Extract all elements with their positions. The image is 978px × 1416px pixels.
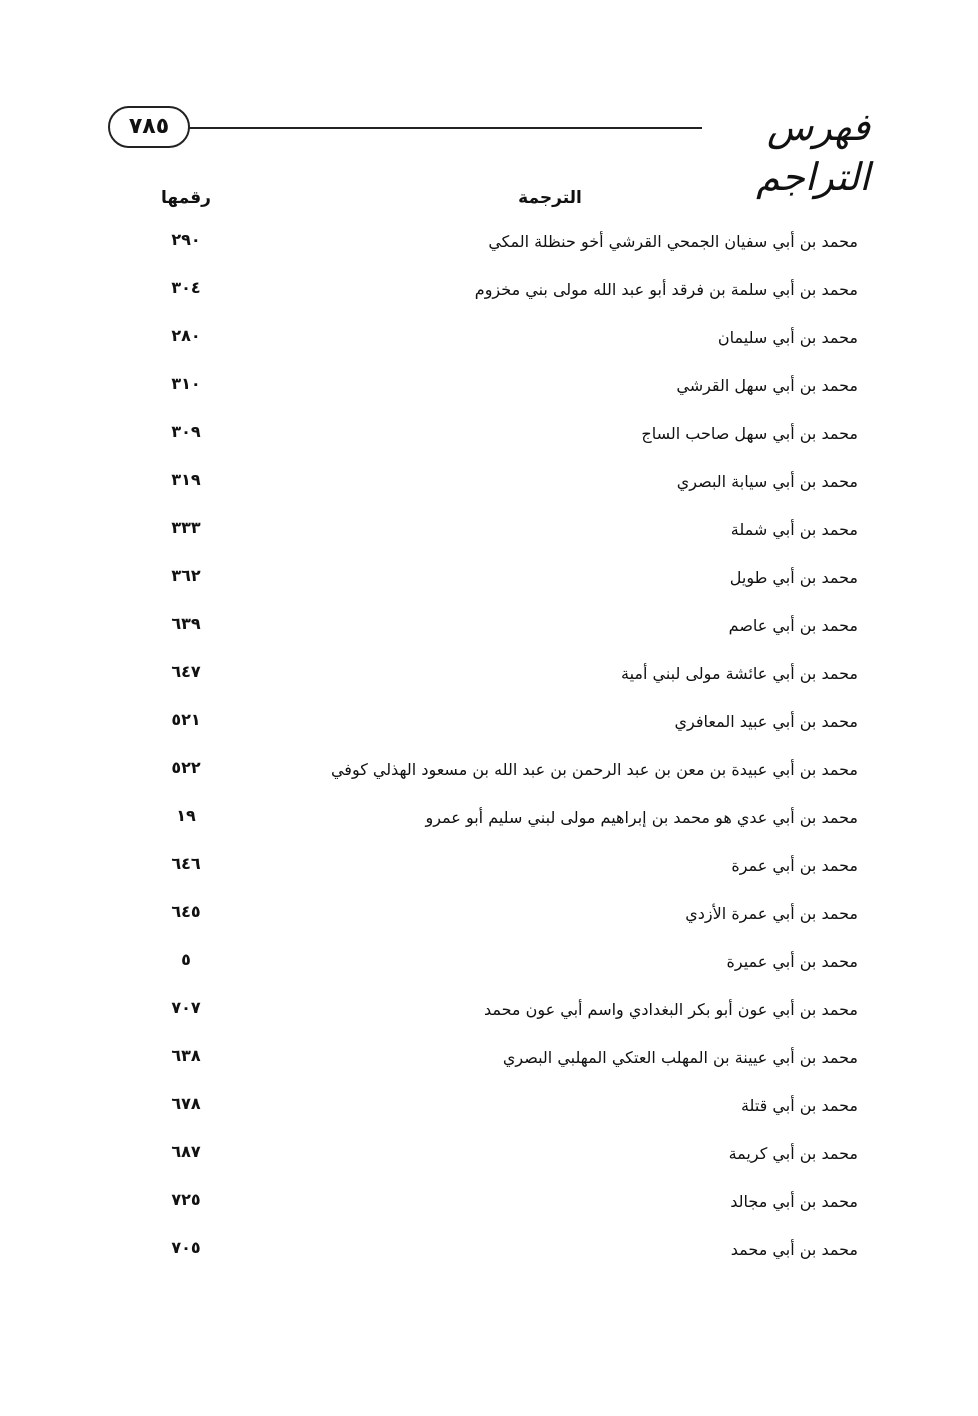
index-row [0,946,978,994]
entry-name: محمد بن أبي عميرة [726,952,858,971]
index-row [0,610,978,658]
index-row [0,1186,978,1234]
column-header-entry: الترجمة [518,188,582,208]
entry-number: ٥٢١ [171,710,201,729]
entry-name: محمد بن أبي عمرة الأزدي [685,904,858,923]
entry-number: ٦٣٩ [171,614,201,633]
entry-name: محمد بن أبي شملة [730,520,858,539]
entry-number: ٧٢٥ [171,1190,201,1209]
entry-name: محمد بن أبي عيينة بن المهلب العتكي المهلبي البصري [502,1048,858,1067]
index-row [0,898,978,946]
entry-name: محمد بن أبي سهل صاحب الساج [641,424,858,443]
index-row [0,226,978,274]
index-row [0,562,978,610]
index-row [0,754,978,802]
entry-name: محمد بن أبي كريمة [728,1144,858,1163]
index-row [0,706,978,754]
entry-number: ٣١٩ [171,470,201,489]
index-row [0,1042,978,1090]
index-list [0,226,978,1282]
entry-number: ٦٤٧ [171,662,201,681]
entry-name: محمد بن أبي قتلة [740,1096,858,1115]
entry-name: محمد بن أبي سفيان الجمحي القرشي أخو حنظلة المكي [488,232,858,251]
entry-name: محمد بن أبي محمد [730,1240,858,1259]
page-title: فهرس التراجم [756,105,870,199]
index-row [0,322,978,370]
entry-name: محمد بن أبي عاصم [728,616,858,635]
index-row [0,514,978,562]
index-row [0,370,978,418]
entry-number: ٦٧٨ [171,1094,201,1113]
entry-number: ٦٨٧ [171,1142,201,1161]
entry-name: محمد بن أبي طويل [729,568,858,587]
index-row [0,994,978,1042]
entry-number: ٧٠٧ [171,998,201,1017]
entry-name: محمد بن أبي مجالد [730,1192,858,1211]
entry-name: محمد بن أبي سيابة البصري [676,472,858,491]
entry-name: محمد بن أبي عبيدة بن معن بن عبد الرحمن بن عبد الله بن مسعود الهذلي كوفي [330,760,858,779]
index-row [0,274,978,322]
entry-number: ٣١٠ [171,374,201,393]
entry-number: ٢٨٠ [171,326,201,345]
index-row [0,466,978,514]
page-number: ٧٨٥ [108,106,190,148]
index-row [0,1234,978,1282]
index-row [0,1138,978,1186]
entry-name: محمد بن أبي سلمة بن فرقد أبو عبد الله مولى بني مخزوم [474,280,858,299]
index-row [0,1090,978,1138]
index-row [0,418,978,466]
column-header-number: رقمها [161,188,211,208]
entry-name: محمد بن أبي عدي هو محمد بن إبراهيم مولى لبني سليم أبو عمرو [425,808,858,827]
entry-number: ٦٤٦ [171,854,201,873]
entry-number: ٥ [181,950,191,969]
index-row [0,802,978,850]
entry-number: ٥٢٢ [171,758,201,777]
entry-name: محمد بن أبي عمرة [731,856,858,875]
entry-number: ٣٣٣ [171,518,201,537]
entry-name: محمد بن أبي عبيد المعافري [674,712,858,731]
entry-number: ٦٣٨ [171,1046,201,1065]
entry-name: محمد بن أبي عون أبو بكر البغدادي واسم أبي عون محمد [483,1000,858,1019]
entry-number: ١٩ [176,806,196,825]
entry-number: ٣٠٩ [171,422,201,441]
entry-name: محمد بن أبي عائشة مولى لبني أمية [621,664,858,683]
index-row [0,850,978,898]
header-rule [188,127,702,129]
entry-number: ٧٠٥ [171,1238,201,1257]
entry-name: محمد بن أبي سهل القرشي [676,376,858,395]
entry-number: ٦٤٥ [171,902,201,921]
entry-number: ٢٩٠ [171,230,201,249]
index-row [0,658,978,706]
entry-name: محمد بن أبي سليمان [717,328,858,347]
entry-number: ٣٠٤ [171,278,201,297]
entry-number: ٣٦٢ [171,566,201,585]
